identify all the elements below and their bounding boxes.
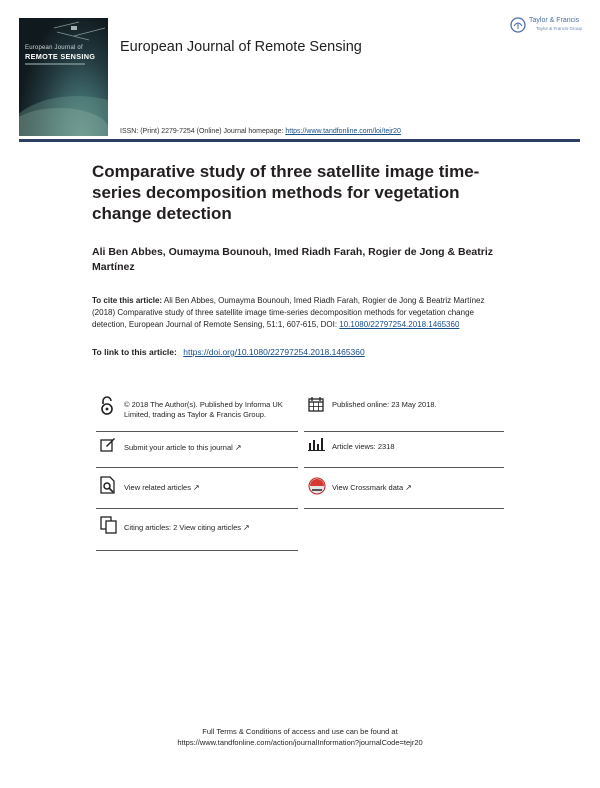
related-articles-link[interactable] <box>124 483 300 493</box>
citation-doi-link[interactable]: 10.1080/22797254.2018.1465360 <box>339 320 460 329</box>
crossmark-icon <box>308 477 326 495</box>
citation-block <box>92 295 502 331</box>
submit-article-link[interactable] <box>124 443 300 453</box>
citing-articles-label: Citing articles: 2 View citing articles <box>124 523 241 532</box>
calendar-icon <box>308 396 324 412</box>
grid-divider <box>304 431 504 432</box>
crossmark-label: View Crossmark data <box>332 483 404 492</box>
cover-subtitle-bar <box>25 63 85 65</box>
article-views: Article views: 2318 <box>332 442 395 451</box>
related-articles-icon <box>100 476 116 494</box>
article-link-line <box>92 347 365 357</box>
citation-text: Ali Ben Abbes, Oumayma Bounouh, Imed Riadh Farah, Rogier de Jong & Beatriz Martínez (2018) Comparative study of three satellite image time-series decomposition methods for vegetation change detection, European Journal of Remote Sensing, 51:1, 607-615, DOI: <box>92 296 485 329</box>
published-online-date: Published online: 23 May 2018. <box>332 400 437 409</box>
crossmark-link[interactable] <box>332 483 502 493</box>
cover-title-line2: REMOTE SENSING <box>25 52 96 61</box>
external-link-icon: ↗ <box>243 523 250 532</box>
article-title: Comparative study of three satellite image time-series decomposition methods for vegetation change detection <box>92 162 480 223</box>
citing-articles-link[interactable] <box>124 523 300 533</box>
terms-url[interactable]: https://www.tandfonline.com/action/journalInformation?journalCode=tejr20 <box>177 738 423 747</box>
publisher-logo[interactable] <box>510 15 586 37</box>
grid-divider <box>96 508 298 509</box>
related-articles-label: View related articles <box>124 483 191 492</box>
publisher-logo-subtext: Taylor & Francis Group <box>536 26 583 31</box>
grid-divider <box>96 550 298 551</box>
article-doi-link[interactable]: https://doi.org/10.1080/22797254.2018.1465360 <box>183 347 365 357</box>
link-label: To link to this article: <box>92 347 177 357</box>
header-rule <box>19 139 580 142</box>
taylor-francis-logo-icon <box>510 17 526 33</box>
external-link-icon: ↗ <box>192 483 200 492</box>
issn-line <box>120 128 401 135</box>
grid-divider <box>304 467 504 468</box>
issn-text: ISSN: (Print) 2279-7254 (Online) Journal homepage: <box>120 128 284 135</box>
grid-divider <box>304 508 504 509</box>
journal-title[interactable]: European Journal of Remote Sensing <box>120 39 362 55</box>
footer <box>0 726 600 748</box>
external-link-icon: ↗ <box>405 483 412 492</box>
satellite-image <box>19 18 108 136</box>
grid-divider <box>96 431 298 432</box>
citation-label: To cite this article: <box>92 296 163 305</box>
open-access-statement: © 2018 The Author(s). Published by Informa UK Limited, trading as Taylor & Francis Group. <box>124 400 283 419</box>
journal-homepage-link[interactable]: https://www.tandfonline.com/loi/tejr20 <box>285 128 401 135</box>
bar-chart-icon <box>308 437 326 451</box>
grid-divider <box>96 467 298 468</box>
author-list: Ali Ben Abbes, Oumayma Bounouh, Imed Riadh Farah, Rogier de Jong & Beatriz Martínez <box>92 246 493 273</box>
open-access-icon <box>100 396 114 416</box>
submit-article-label: Submit your article to this journal <box>124 443 233 452</box>
citing-articles-icon <box>100 516 118 534</box>
journal-cover <box>19 18 108 136</box>
publisher-logo-text: Taylor & Francis <box>529 17 580 24</box>
external-link-icon: ↗ <box>234 443 242 452</box>
edit-icon <box>100 437 116 453</box>
cover-title-line1: European Journal of <box>25 45 83 51</box>
terms-text: Full Terms & Conditions of access and use can be found at <box>202 727 398 736</box>
